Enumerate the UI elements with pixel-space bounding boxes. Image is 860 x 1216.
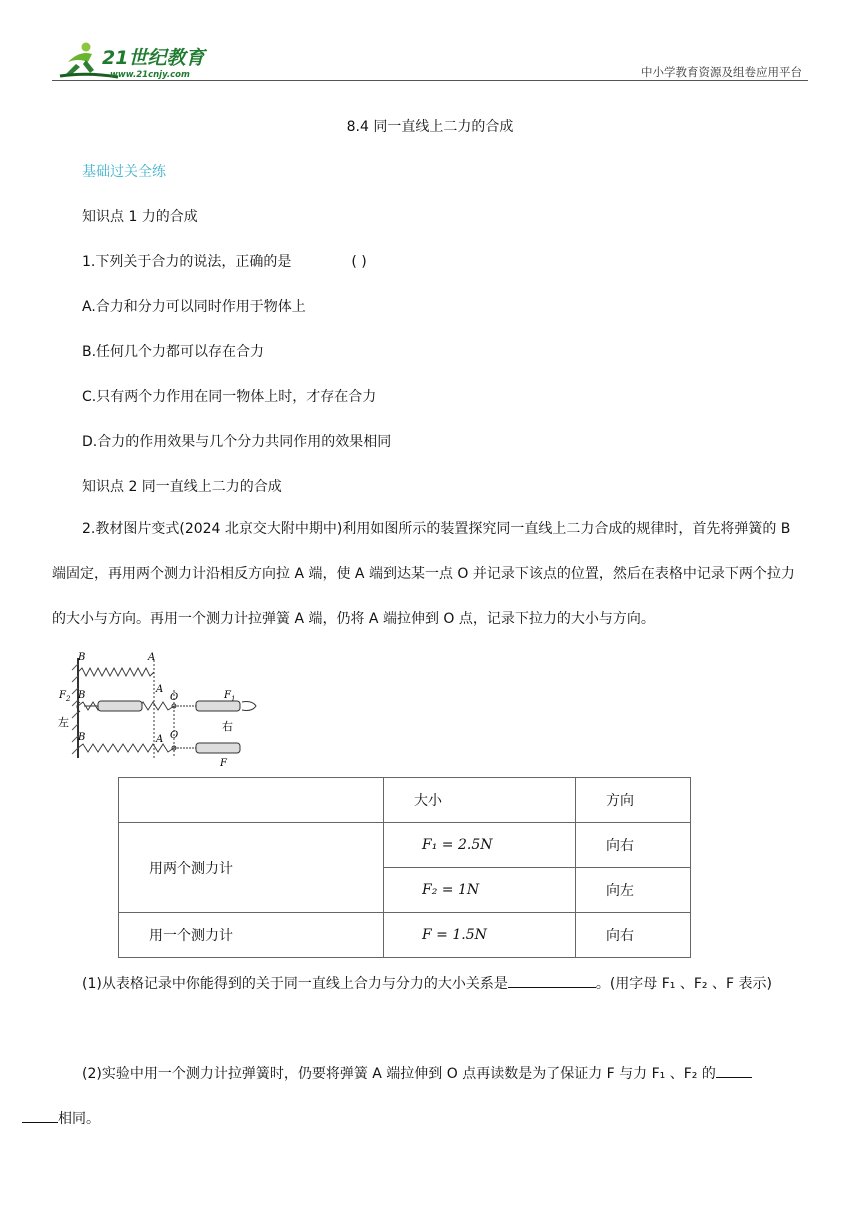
sub1-tail: 。(用字母 F₁ 、F₂ 、F 表示) <box>595 976 772 992</box>
svg-text:B: B <box>78 690 86 701</box>
direction-f1: 向右 <box>576 823 691 868</box>
question-2-stem: 2.教材图片变式(2024 北京交大附中期中)利用如图所示的装置探究同一直线上二力合成的规律时，首先将弹簧的 B 端固定，再用两个测力计沿相反方向拉 A 端，使 A 端到达某一点 O 并记录下该点的位置，然后在表格中记录下两个拉力的大小与方向。再用一个测力计拉弹簧 A 端，仍将 A 端拉伸到 O 点，记录下拉力的大小与方向。 <box>52 521 795 627</box>
logo <box>58 40 233 80</box>
svg-text:A: A <box>148 652 156 663</box>
knowledge-point-1: 知识点 1 力的合成 <box>82 209 198 225</box>
logo-url: www.21cnjy.com <box>110 70 190 80</box>
svg-text:F: F <box>224 690 231 701</box>
value-f2: F₂ = 1N <box>384 868 576 913</box>
q1-stem-text: 1.下列关于合力的说法，正确的是 <box>82 254 292 270</box>
knowledge-point-2: 知识点 2 同一直线上二力的合成 <box>82 479 282 495</box>
row-label-two-balances: 用两个测力计 <box>119 823 384 913</box>
table-row <box>119 913 691 958</box>
page-title: 8.4 同一直线上二力的合成 <box>346 119 514 135</box>
svg-text:左: 左 <box>58 716 69 729</box>
option-b: B.任何几个力都可以存在合力 <box>82 344 265 360</box>
option-d: D.合力的作用效果与几个分力共同作用的效果相同 <box>82 434 392 450</box>
answer-blank-2[interactable] <box>716 1063 752 1078</box>
svg-text:O: O <box>170 730 179 741</box>
table-header-size: 大小 <box>384 778 576 823</box>
result-table <box>118 777 691 958</box>
svg-text:B: B <box>78 652 86 663</box>
value-f1: F₁ = 2.5N <box>384 823 576 868</box>
logo-text: 21世纪教育 <box>102 47 205 69</box>
svg-text:右: 右 <box>222 720 233 733</box>
section-heading[interactable]: 基础过关全练 <box>82 164 166 180</box>
sub-question-2 <box>52 1052 808 1142</box>
question-1-stem <box>82 251 367 271</box>
answer-blank-2-cont[interactable] <box>22 1108 58 1123</box>
direction-f2: 向左 <box>576 868 691 913</box>
answer-blank-1[interactable] <box>508 973 596 988</box>
spring-balance-diagram <box>56 650 266 768</box>
svg-text:F: F <box>220 758 227 768</box>
header-divider <box>52 80 808 81</box>
row-label-one-balance: 用一个测力计 <box>119 913 384 958</box>
table-cell <box>119 778 384 823</box>
sub-question-1 <box>52 962 808 1007</box>
value-f: F = 1.5N <box>384 913 576 958</box>
svg-text:2: 2 <box>66 695 71 703</box>
q1-answer-bracket[interactable]: ( ) <box>351 254 367 270</box>
sub2-text: (2)实验中用一个测力计拉弹簧时，仍要将弹簧 A 端拉伸到 O 点再读数是为了保证力 F 与力 F₁ 、F₂ 的 <box>82 1066 716 1082</box>
svg-text:A: A <box>156 734 164 745</box>
svg-text:O: O <box>170 692 179 703</box>
option-c: C.只有两个力作用在同一物体上时，才存在合力 <box>82 389 377 405</box>
platform-label: 中小学教育资源及组卷应用平台 <box>641 65 802 79</box>
table-row <box>119 823 691 868</box>
svg-text:F: F <box>59 690 66 701</box>
svg-text:B: B <box>78 732 86 743</box>
option-a: A.合力和分力可以同时作用于物体上 <box>82 299 306 315</box>
direction-f: 向右 <box>576 913 691 958</box>
sub2-tail: 相同。 <box>58 1111 100 1127</box>
svg-text:1: 1 <box>231 695 236 703</box>
table-header-direction: 方向 <box>576 778 691 823</box>
sub1-text: (1)从表格记录中你能得到的关于同一直线上合力与分力的大小关系是 <box>82 976 508 992</box>
table-row <box>119 778 691 823</box>
svg-text:A: A <box>156 684 164 695</box>
